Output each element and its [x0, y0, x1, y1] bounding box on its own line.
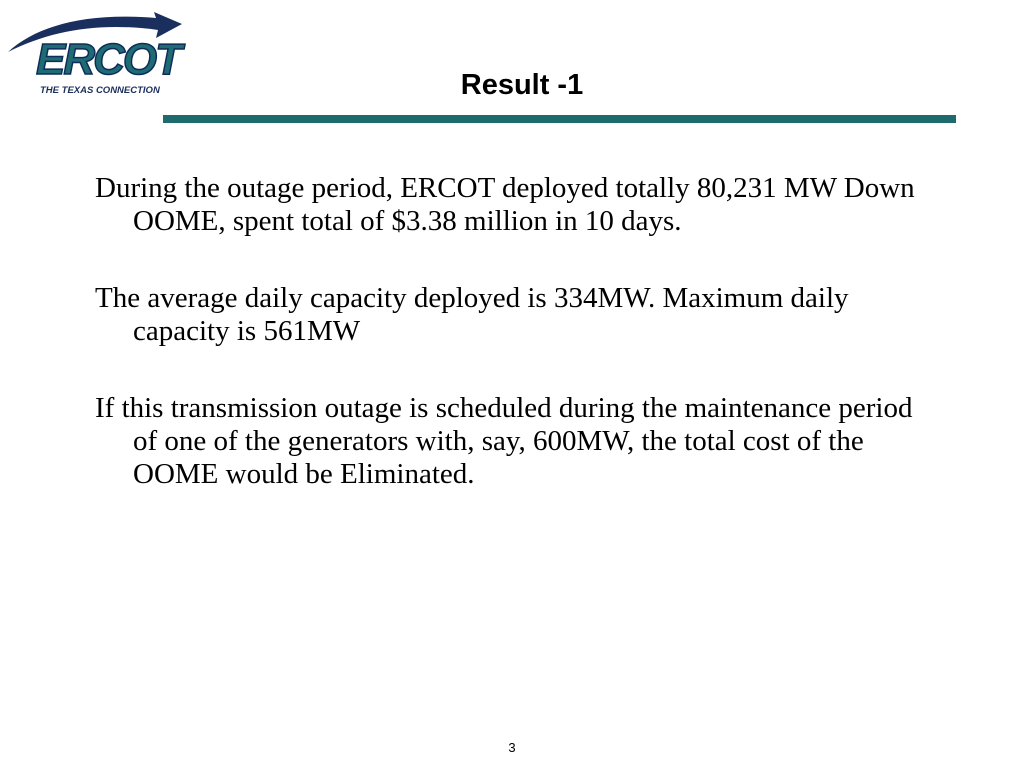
paragraph: During the outage period, ERCOT deployed totally 80,231 MW Down OOME, spent total of $3.38 million in 10 days. — [95, 172, 915, 237]
paragraph: If this transmission outage is scheduled during the maintenance period of one of the generators with, say, 600MW, the total cost of the OOME would be Eliminated. — [95, 392, 913, 490]
slide-body — [95, 172, 935, 535]
paragraph: The average daily capacity deployed is 334MW. Maximum daily capacity is 561MW — [95, 282, 849, 347]
page-number: 3 — [508, 740, 516, 755]
title-divider — [163, 115, 956, 123]
logo-wordmark: ERCOT — [36, 35, 180, 84]
slide-title: Result -1 — [460, 69, 584, 101]
logo-tagline: THE TEXAS CONNECTION — [40, 85, 160, 96]
